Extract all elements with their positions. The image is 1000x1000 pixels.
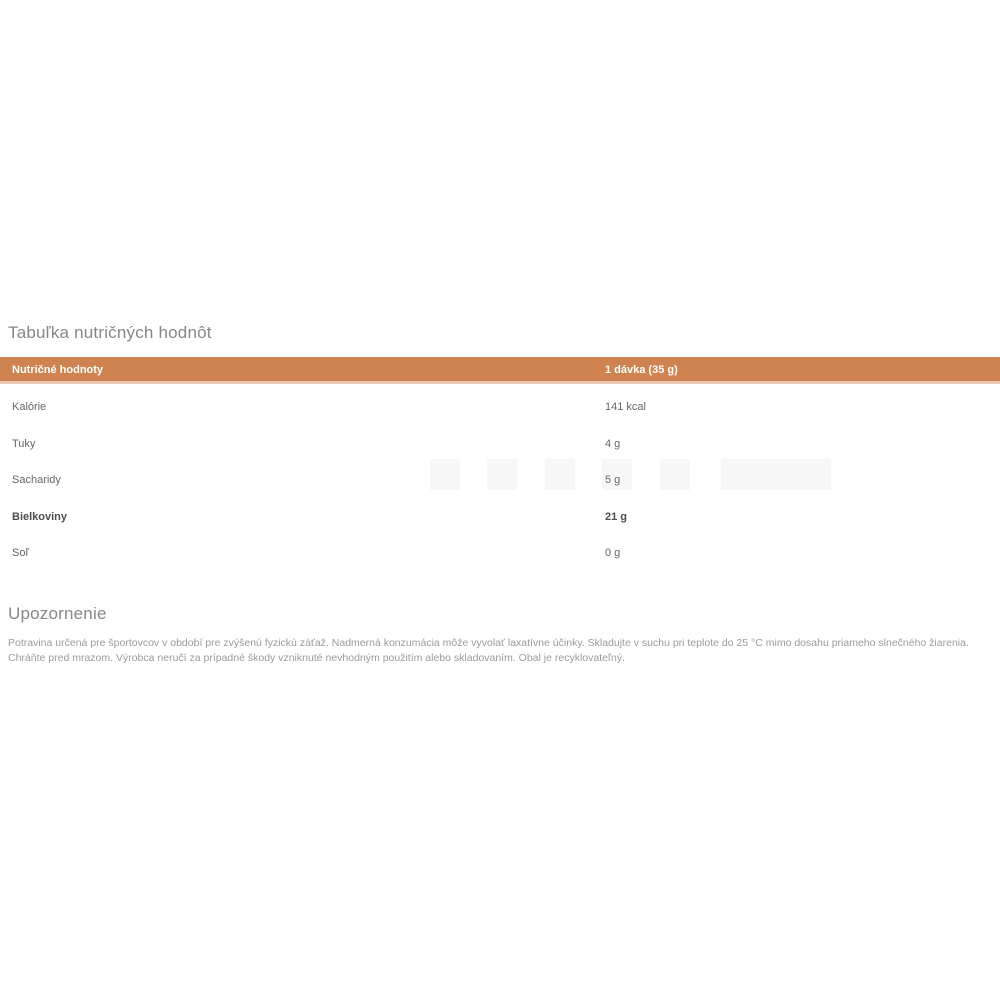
row-value: 0 g [605, 547, 621, 559]
table-row-salt [0, 547, 1000, 567]
table-row-fats [0, 438, 1000, 458]
table-row-carbs [0, 474, 1000, 494]
table-row-proteins [0, 511, 1000, 531]
row-label: Sacharidy [12, 474, 61, 486]
row-value: 5 g [605, 474, 621, 486]
row-value: 4 g [605, 438, 621, 450]
row-label: Kalórie [12, 401, 47, 413]
row-value: 21 g [605, 511, 628, 523]
row-value: 141 kcal [605, 401, 646, 413]
table-row-calories [0, 401, 1000, 421]
warning-section-title: Upozornenie [8, 604, 107, 623]
row-label: Soľ [12, 547, 29, 559]
row-label: Tuky [12, 438, 36, 450]
row-label: Bielkoviny [12, 511, 68, 523]
nutrition-header-label: Nutričné hodnoty [12, 364, 104, 376]
nutrition-header-serving: 1 dávka (35 g) [605, 364, 678, 376]
nutrition-table-header-row [0, 357, 1000, 384]
warning-text: Potravina určená pre športovcov v období pre zvýšenú fyzickú záťaž. Nadmerná konzumácia môže vyvolať laxatívne účinky. Skladujte v suchu pri teplote do 25 °C mimo dosahu priameho slnečného žiarenia. Chráňte pred mrazom. Výrobca neručí za prípadné škody vzniknuté nevhodným použitím alebo skladovaním. Obal je recyklovateľný. [8, 637, 969, 664]
nutrition-section-title: Tabuľka nutričných hodnôt [8, 323, 212, 342]
